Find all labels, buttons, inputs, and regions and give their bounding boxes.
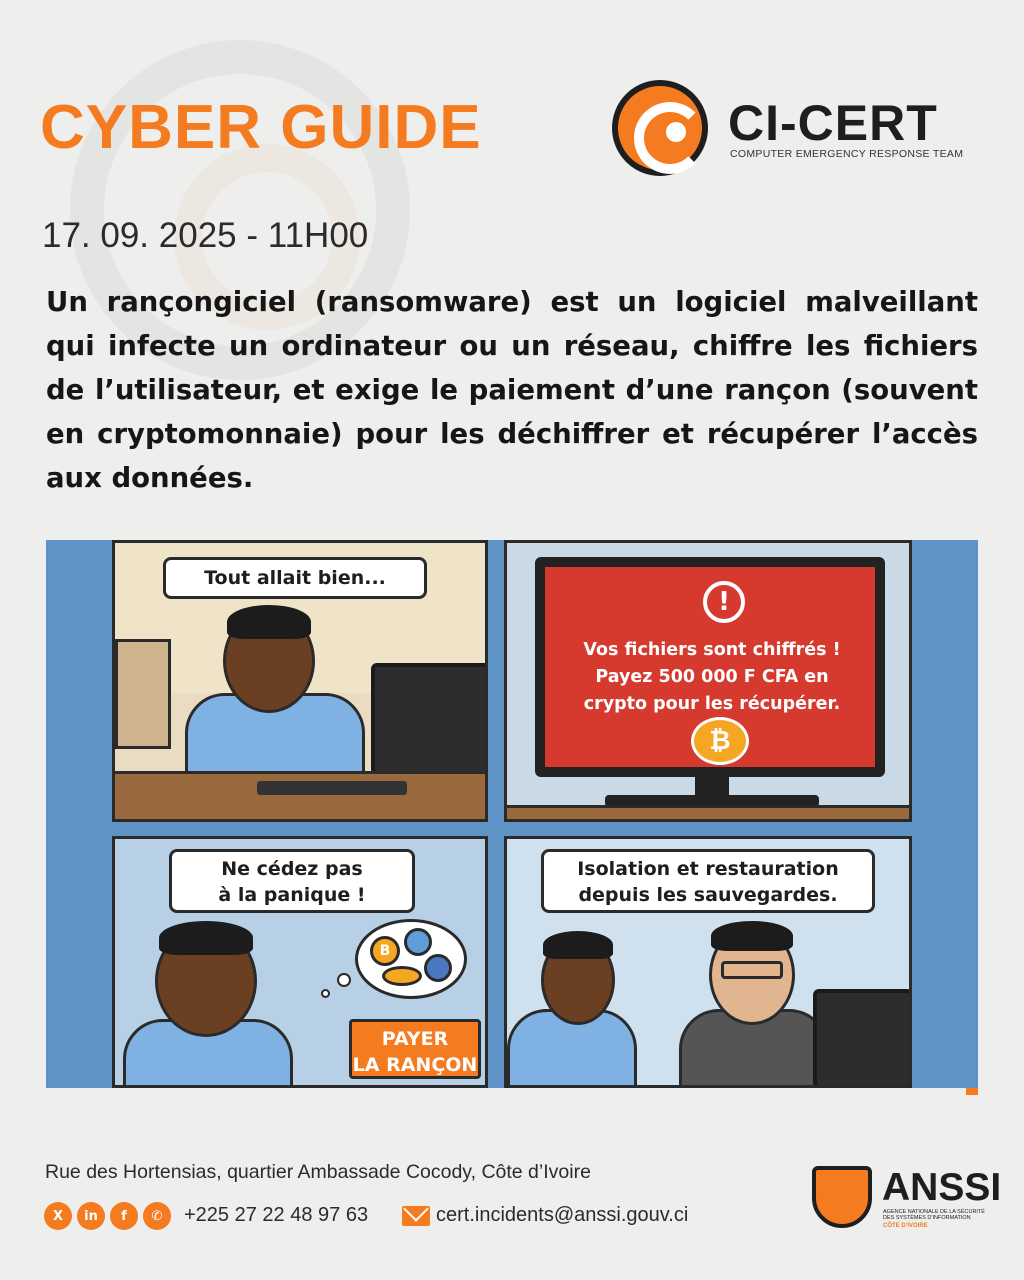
comic-strip <box>46 540 978 1088</box>
ransom-screen <box>535 557 885 777</box>
comic-panel-1 <box>112 540 488 822</box>
x-icon[interactable]: X <box>44 1202 72 1230</box>
publish-date: 17. 09. 2025 - 11H00 <box>42 216 369 255</box>
alert-icon: ! <box>703 581 745 623</box>
anssi-name: ANSSI <box>882 1166 1002 1209</box>
anssi-subtitle: AGENCE NATIONALE DE LA SÉCURITÉ DES SYSTÈMES D’INFORMATION <box>883 1209 985 1221</box>
ransom-message: Vos fichiers sont chiffrés ! Payez 500 000 F CFA en crypto pour les récupérer. <box>583 640 841 714</box>
computer-monitor <box>813 989 912 1088</box>
bitcoin-icon: ₿ <box>691 717 749 765</box>
thought-dot <box>337 973 351 987</box>
technician-hair <box>711 921 793 951</box>
comic-panel-2 <box>504 540 912 822</box>
phone-icon[interactable]: ✆ <box>143 1202 171 1230</box>
footer-address: Rue des Hortensias, quartier Ambassade Cocody, Côte d’Ivoire <box>45 1161 591 1183</box>
man-hair <box>543 931 613 959</box>
litecoin-icon <box>404 928 432 956</box>
speech-bubble: Ne cédez pas à la panique ! <box>169 849 415 913</box>
intro-paragraph: Un rançongiciel (ransomware) est un logiciel malveillant qui infecte un ordinateur ou un réseau, chiffre les fichiers de l’utilisateur, et exige le paiement d’une rançon (souvent en cryptomonnaie) pour les déchiffrer et récupérer l’accès aux données. <box>46 286 978 494</box>
filing-cabinet <box>115 639 171 749</box>
facebook-icon[interactable]: f <box>110 1202 138 1230</box>
thought-dot <box>321 989 330 998</box>
thought-cloud <box>355 919 467 999</box>
bitcoin-icon: B <box>370 936 400 966</box>
man-hair <box>159 921 253 955</box>
coin-icon <box>382 966 422 986</box>
mail-icon <box>402 1206 430 1226</box>
desk <box>507 805 912 822</box>
footer-phone[interactable]: +225 27 22 48 97 63 <box>184 1204 369 1226</box>
comic-panel-3 <box>112 836 488 1088</box>
keyboard <box>257 781 407 795</box>
ethereum-icon <box>424 954 452 982</box>
social-links <box>44 1202 171 1230</box>
org-name: CI-CERT <box>728 95 938 151</box>
desk <box>115 771 488 822</box>
speech-bubble: Tout allait bien... <box>163 557 427 599</box>
anssi-shield-logo-icon <box>812 1166 872 1228</box>
speech-bubble: Isolation et restauration depuis les sauvegardes. <box>541 849 875 913</box>
page-title: CYBER GUIDE <box>40 93 482 162</box>
anssi-country: CÔTE D’IVOIRE <box>883 1223 928 1229</box>
glasses-icon <box>721 961 783 979</box>
comic-panel-4 <box>504 836 912 1088</box>
ci-cert-logo-icon <box>612 80 708 176</box>
computer-monitor <box>371 663 488 775</box>
footer-email[interactable]: cert.incidents@anssi.gouv.ci <box>436 1204 689 1226</box>
linkedin-icon[interactable]: in <box>77 1202 105 1230</box>
pay-ransom-button: PAYER LA RANÇON <box>349 1019 481 1079</box>
org-subtitle: COMPUTER EMERGENCY RESPONSE TEAM <box>730 148 964 160</box>
man-hair <box>227 605 311 639</box>
